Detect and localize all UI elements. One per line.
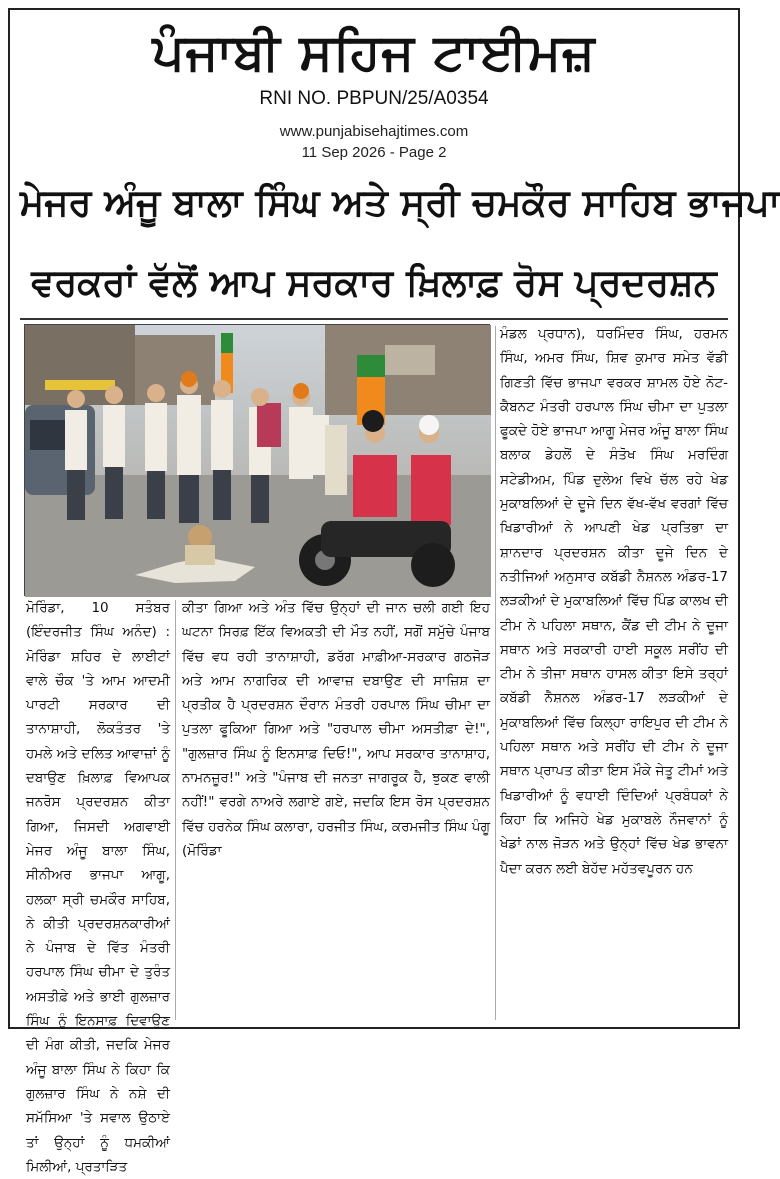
article-column-3 [500,322,728,1022]
headline-line-1: ਮੇਜਰ ਅੰਜੂ ਬਾਲਾ ਸਿੰਘ ਅਤੇ ਸ੍ਰੀ ਚਮਕੌਰ ਸਾਹਿਬ ਭਾਜਪਾ [20,181,780,224]
protest-photo [24,324,490,596]
headline-line-2: ਵਰਕਰਾਂ ਵੱਲੋਂ ਆਪ ਸਰਕਾਰ ਖ਼ਿਲਾਫ਼ ਰੋਸ ਪ੍ਰਦਰਸ਼ਨ [31,261,717,304]
rni-number: RNI NO. PBPUN/25/A0354 [259,88,489,109]
newspaper-masthead: ਪੰਜਾਬੀ ਸਹਿਜ ਟਾਈਮਜ਼ [152,23,596,81]
website-link[interactable]: www.punjabisehajtimes.com [279,123,469,140]
article-paragraph: ਮੋਰਿੰਡਾ, 10 ਸਤੰਬਰ (ਇੰਦਰਜੀਤ ਸਿੰਘ ਅਨੰਦ) : ਮੋਰਿੰਡਾ ਸ਼ਹਿਰ ਦੇ ਲਾਈਟਾਂ ਵਾਲੇ ਚੌਕ 'ਤੇ ਆਮ ਆਦਮੀ ਪਾਰਟੀ ਸਰਕਾਰ ਦੀ ਤਾਨਾਸ਼ਾਹੀ, ਲੋਕਤੰਤਰ 'ਤੇ ਹਮਲੇ ਅਤੇ ਦਲਿਤ ਆਵਾਜ਼ਾਂ ਨੂੰ ਦਬਾਉਣ ਖ਼ਿਲਾਫ਼ ਵਿਆਪਕ ਜਨਰੋਸ ਪ੍ਰਦਰਸ਼ਨ ਕੀਤਾ ਗਿਆ, ਜਿਸਦੀ ਅਗਵਾਈ ਮੇਜਰ ਅੰਜੂ ਬਾਲਾ ਸਿੰਘ, ਸੀਨੀਅਰ ਭਾਜਪਾ ਆਗੂ, ਹਲਕਾ ਸ੍ਰੀ ਚਮਕੌਰ ਸਾਹਿਬ, ਨੇ ਕੀਤੀ ਪ੍ਰਦਰਸ਼ਨਕਾਰੀਆਂ ਨੇ ਪੰਜਾਬ ਦੇ ਵਿੱਤ ਮੰਤਰੀ ਹਰਪਾਲ ਸਿੰਘ ਚੀਮਾ ਦੇ ਤੁਰੰਤ ਅਸਤੀਫ਼ੇ ਅਤੇ ਭਾਈ ਗੁਲਜ਼ਾਰ ਸਿੰਘ ਨੂੰ ਇਨਸਾਫ਼ ਦਿਵਾਉਣ ਦੀ ਮੰਗ ਕੀਤੀ, ਜਦਕਿ ਮੇਜਰ ਅੰਜੂ ਬਾਲਾ ਸਿੰਘ ਨੇ ਕਿਹਾ ਕਿ ਗੁਲਜ਼ਾਰ ਸਿੰਘ ਨੇ ਨਸ਼ੇ ਦੀ ਸਮੱਸਿਆ 'ਤੇ ਸਵਾਲ ਉਠਾਏ ਤਾਂ ਉਨ੍ਹਾਂ ਨੂੰ ਧਮਕੀਆਂ ਮਿਲੀਆਂ, ਪ੍ਰਤਾੜਿਤ [26,600,170,1175]
article-paragraph: ਕੀਤਾ ਗਿਆ ਅਤੇ ਅੰਤ ਵਿੱਚ ਉਨ੍ਹਾਂ ਦੀ ਜਾਨ ਚਲੀ ਗਈ ਇਹ ਘਟਨਾ ਸਿਰਫ਼ ਇੱਕ ਵਿਅਕਤੀ ਦੀ ਮੌਤ ਨਹੀਂ, ਸਗੋਂ ਸਮੁੱਚੇ ਪੰਜਾਬ ਵਿੱਚ ਵਧ ਰਹੀ ਤਾਨਾਸ਼ਾਹੀ, ਡਰੱਗ ਮਾਫ਼ੀਆ-ਸਰਕਾਰ ਗਠਜੋੜ ਅਤੇ ਆਮ ਨਾਗਰਿਕ ਦੀ ਆਵਾਜ਼ ਦਬਾਉਣ ਦੀ ਸਾਜ਼ਿਸ਼ ਦਾ ਪ੍ਰਤੀਕ ਹੈ ਪ੍ਰਦਰਸ਼ਨ ਦੌਰਾਨ ਮੰਤਰੀ ਹਰਪਾਲ ਸਿੰਘ ਚੀਮਾ ਦਾ ਪੁਤਲਾ ਫੂਕਿਆ ਗਿਆ ਅਤੇ "ਹਰਪਾਲ ਚੀਮਾ ਅਸਤੀਫ਼ਾ ਦੇ!", "ਗੁਲਜ਼ਾਰ ਸਿੰਘ ਨੂੰ ਇਨਸਾਫ਼ ਦਿਓ!", ਆਪ ਸਰਕਾਰ ਤਾਨਾਸ਼ਾਹ, ਨਾਮਨਜ਼ੂਰ!" ਅਤੇ "ਪੰਜਾਬ ਦੀ ਜਨਤਾ ਜਾਗਰੂਕ ਹੈ, ਝੁਕਣ ਵਾਲੀ ਨਹੀਂ!" ਵਰਗੇ ਨਾਅਰੇ ਲਗਾਏ ਗਏ, ਜਦਕਿ ਇਸ ਰੋਸ ਪ੍ਰਦਰਸ਼ਨ ਵਿੱਚ ਹਰਨੇਕ ਸਿੰਘ ਕਲਾਰਾ, ਹਰਜੀਤ ਸਿੰਘ, ਕਰਮਜੀਤ ਸਿੰਘ ਪੰਗੂ (ਮੋਰਿੰਡਾ [182,600,490,859]
column-separator [495,326,496,1020]
headline-rule [20,318,728,320]
date-page: 11 Sep 2026 - Page 2 [301,144,447,161]
article-paragraph: ਮੰਡਲ ਪ੍ਰਧਾਨ), ਧਰਮਿੰਦਰ ਸਿੰਘ, ਹਰਮਨ ਸਿੰਘ, ਅਮਰ ਸਿੰਘ, ਸ਼ਿਵ ਕੁਮਾਰ ਸਮੇਤ ਵੱਡੀ ਗਿਣਤੀ ਵਿੱਚ ਭਾਜਪਾ ਵਰਕਰ ਸ਼ਾਮਲ ਹੋਏ ਨੋਟ- ਕੈਬਨਟ ਮੰਤਰੀ ਹਰਪਾਲ ਸਿੰਘ ਚੀਮਾ ਦਾ ਪੁਤਲਾ ਫੂਕਦੇ ਹੋਏ ਭਾਜਪਾ ਆਗੂ ਮੇਜਰ ਅੰਜੂ ਬਾਲਾ ਸਿੰਘ ਬਲਾਕ ਡੇਹਲੋਂ ਦੇ ਸੰਤੋਖ ਸਿੰਘ ਮਰਦਿੰਗ ਸਟੇਡੀਅਮ, ਪਿੰਡ ਦੁਲੇਅ ਵਿਖੇ ਚੱਲ ਰਹੇ ਖੇਡ ਮੁਕਾਬਲਿਆਂ ਦੇ ਦੂਜੇ ਦਿਨ ਵੱਖ-ਵੱਖ ਵਰਗਾਂ ਵਿੱਚ ਖਿਡਾਰੀਆਂ ਨੇ ਆਪਣੀ ਖੇਡ ਪ੍ਰਤਿਭਾ ਦਾ ਸ਼ਾਨਦਾਰ ਪ੍ਰਦਰਸ਼ਨ ਕੀਤਾ ਦੂਜੇ ਦਿਨ ਦੇ ਨਤੀਜਿਆਂ ਅਨੁਸਾਰ ਕਬੱਡੀ ਨੈਸ਼ਨਲ ਅੰਡਰ-17 ਲੜਕੀਆਂ ਦੇ ਮੁਕਾਬਲਿਆਂ ਵਿੱਚ ਪਿੰਡ ਕਾਲਖ ਦੀ ਟੀਮ ਨੇ ਪਹਿਲਾ ਸਥਾਨ, ਕੈਂਡ ਦੀ ਟੀਮ ਨੇ ਦੂਜਾ ਸਥਾਨ ਅਤੇ ਸਰਕਾਰੀ ਹਾਈ ਸਕੂਲ ਸਰੀਂਹ ਦੀ ਟੀਮ ਨੇ ਤੀਜਾ ਸਥਾਨ ਹਾਸਲ ਕੀਤਾ ਇਸੇ ਤਰ੍ਹਾਂ ਕਬੱਡੀ ਨੈਸ਼ਨਲ ਅੰਡਰ-17 ਲੜਕੀਆਂ ਦੇ ਮੁਕਾਬਲਿਆਂ ਵਿੱਚ ਕਿਲ੍ਹਾ ਰਾਇਪੁਰ ਦੀ ਟੀਮ ਨੇ ਪਹਿਲਾ ਸਥਾਨ ਅਤੇ ਸਰੀਂਹ ਦੀ ਟੀਮ ਨੇ ਦੂਜਾ ਸਥਾਨ ਪ੍ਰਾਪਤ ਕੀਤਾ ਇਸ ਮੌਕੇ ਜੇਤੂ ਟੀਮਾਂ ਅਤੇ ਖਿਡਾਰੀਆਂ ਨੂੰ ਵਧਾਈ ਦਿੰਦਿਆਂ ਪ੍ਰਬੰਧਕਾਂ ਨੇ ਕਿਹਾ ਕਿ ਅਜਿਹੇ ਖੇਡ ਮੁਕਾਬਲੇ ਨੌਜਵਾਨਾਂ ਨੂੰ ਖੇਡਾਂ ਨਾਲ ਜੋੜਨ ਅਤੇ ਉਨ੍ਹਾਂ ਵਿੱਚ ਖੇਡ ਭਾਵਨਾ ਪੈਦਾ ਕਰਨ ਲਈ ਬੇਹੱਦ ਮਹੱਤਵਪੂਰਨ ਹਨ [500,326,728,877]
article-column-2 [182,596,490,1026]
column-separator [175,600,176,1020]
article-column-1 [26,596,170,1175]
